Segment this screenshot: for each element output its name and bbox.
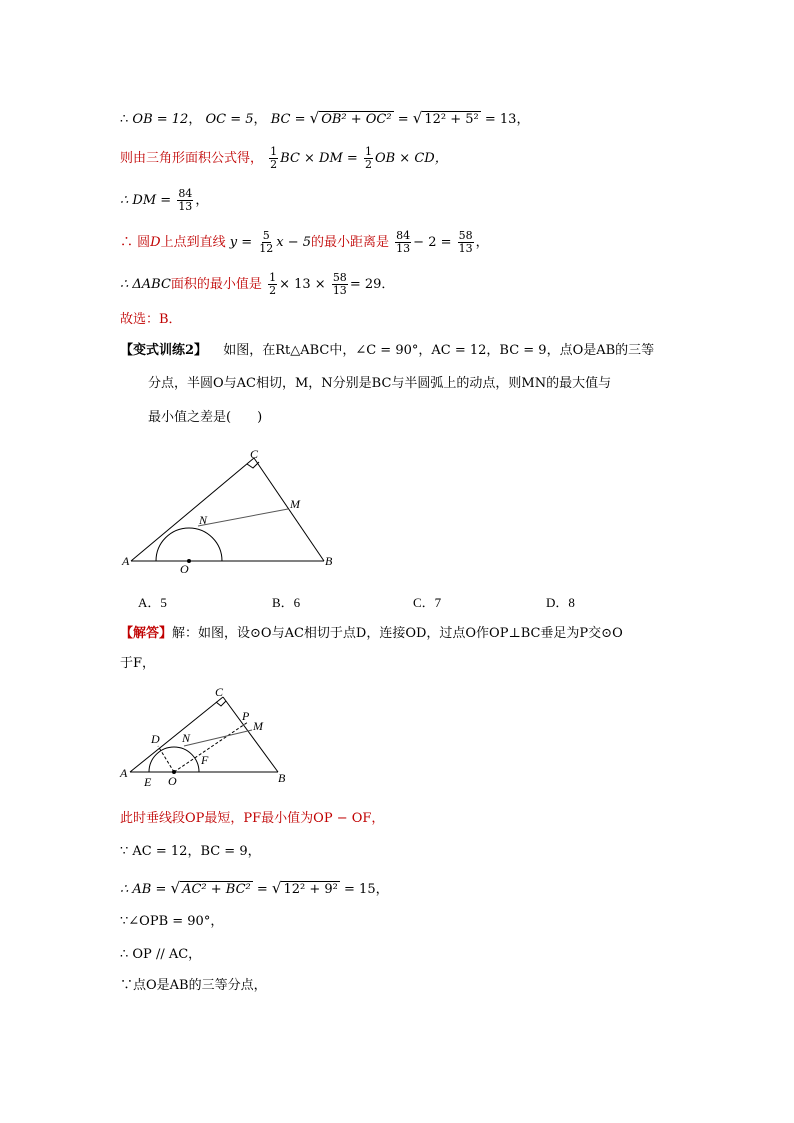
math-text: = 15， xyxy=(344,882,389,897)
problem-tag: 【变式训练2】 xyxy=(120,343,208,358)
math-text: OB × CD， xyxy=(374,151,448,166)
math-text: OB = 12 xyxy=(132,112,189,127)
math-text: − 2 = xyxy=(413,235,452,250)
label-p: P xyxy=(242,709,250,723)
math-text: D xyxy=(150,235,161,250)
solution-line-2 xyxy=(120,146,448,171)
math-text: BC = xyxy=(270,112,306,127)
label-c: C xyxy=(250,447,259,461)
text: 的最小距离是 xyxy=(311,235,390,250)
sqrt-icon: √ xyxy=(412,109,423,127)
label-n: N xyxy=(199,513,208,527)
separator: ， xyxy=(188,112,202,127)
solution-step-3 xyxy=(120,878,389,900)
choice-c[interactable]: C．7 xyxy=(413,595,442,610)
choice-d[interactable]: D．8 xyxy=(546,595,575,610)
text: 面积的最小值是 xyxy=(170,277,262,292)
segment-op xyxy=(174,722,248,772)
label-b: B xyxy=(325,554,333,568)
math-text: x − 5 xyxy=(276,235,312,250)
label-a: A xyxy=(120,766,128,780)
math-text: BC × DM = xyxy=(280,151,358,166)
segment-mn xyxy=(184,730,252,746)
math-text: OC = 5 xyxy=(205,112,254,127)
math-text: = xyxy=(256,882,268,897)
segment-cb xyxy=(254,458,324,561)
segment-mn xyxy=(198,509,288,526)
fraction: $\frac{58}{13}$ xyxy=(332,271,347,297)
problem-text: 如图，在Rt△ABC中，∠C = 90°，AC = 12，BC = 9，点O是AB的三等 xyxy=(223,343,655,358)
fraction: $\frac{84}{13}$ xyxy=(178,187,193,213)
separator: ， xyxy=(195,193,209,208)
text: 上点到直线 xyxy=(160,235,226,250)
radicand: AC² + BC² xyxy=(182,882,251,897)
math-text: × 13 × xyxy=(279,277,326,292)
radicand: 12² + 9² xyxy=(283,882,338,897)
answer-line: 故选：B． xyxy=(120,312,182,327)
label-d: D xyxy=(151,732,160,746)
problem-line-3: 最小值之差是( ) xyxy=(148,410,263,425)
solution-header-line xyxy=(120,624,623,644)
solution-tag: 【解答】 xyxy=(120,626,173,641)
therefore-symbol: ∴ xyxy=(120,112,129,127)
label-f: F xyxy=(201,753,209,767)
segment-ac xyxy=(131,458,254,561)
sqrt-icon: √ xyxy=(271,879,282,897)
fraction: $\frac{1}{2}$ xyxy=(364,145,372,171)
label-m: M xyxy=(253,719,263,733)
separator: ， xyxy=(475,235,489,250)
problem-line-2: 分点，半圆O与AC相切，M，N分别是BC与半圆弧上的动点，则MN的最大值与 xyxy=(148,376,612,391)
math-text: ∴ DM = xyxy=(120,193,172,208)
segment-ac xyxy=(130,697,223,772)
math-text: = xyxy=(397,112,409,127)
solution-line-1 xyxy=(120,108,529,130)
problem-line-1 xyxy=(120,341,654,361)
radicand: OB² + OC² xyxy=(321,112,392,127)
solution-step-1: 此时垂线段OP最短，PF最小值为OP − OF， xyxy=(120,811,385,826)
solution-step-6: ∵点O是AB的三等分点， xyxy=(120,978,267,993)
fraction: $\frac{1}{2}$ xyxy=(269,271,277,297)
math-text: = 29． xyxy=(349,277,395,292)
fraction: $\frac{58}{13}$ xyxy=(458,229,473,255)
math-text: ∴ ΔABC xyxy=(120,277,171,292)
solution-step-2: ∵ AC = 12，BC = 9， xyxy=(120,844,261,859)
label-o: O xyxy=(180,562,189,576)
choice-a[interactable]: A．5 xyxy=(138,595,167,610)
solution-step-5: ∴ OP // AC， xyxy=(120,947,202,962)
solution-text: 解：如图，设⊙O与AC相切于点D，连接OD，过点O作OP⊥BC垂足为P交⊙O xyxy=(172,626,623,641)
solution-line-4 xyxy=(120,230,489,255)
separator: ， xyxy=(253,112,267,127)
solution-line-5 xyxy=(120,272,394,297)
fraction: $\frac{84}{13}$ xyxy=(396,229,411,255)
label-c: C xyxy=(215,685,224,699)
text: 则由三角形面积公式得， xyxy=(120,151,264,166)
math-text: ∴ AB = xyxy=(120,882,167,897)
triangle-figure-2 xyxy=(118,684,298,792)
label-n: N xyxy=(182,731,191,745)
label-m: M xyxy=(290,497,300,511)
segment-od xyxy=(158,746,174,772)
semicircle-o xyxy=(156,528,222,561)
label-b: B xyxy=(278,771,286,785)
radicand: 12² + 5² xyxy=(424,112,479,127)
label-e: E xyxy=(144,775,152,789)
choice-b[interactable]: B．6 xyxy=(272,595,301,610)
solution-line-3 xyxy=(120,188,208,213)
label-a: A xyxy=(122,554,130,568)
fraction: $\frac{5}{12}$ xyxy=(259,229,274,255)
label-o: O xyxy=(168,774,177,788)
triangle-figure-1 xyxy=(118,446,348,576)
text: ∴ 圆 xyxy=(120,235,151,250)
solution-line-cont: 于F， xyxy=(120,656,156,671)
sqrt-icon: √ xyxy=(309,109,320,127)
sqrt-icon: √ xyxy=(170,879,181,897)
fraction: $\frac{1}{2}$ xyxy=(270,145,278,171)
math-text: y = xyxy=(229,235,253,250)
solution-step-4: ∵∠OPB = 90°， xyxy=(120,914,224,929)
math-text: = 13， xyxy=(484,112,530,127)
